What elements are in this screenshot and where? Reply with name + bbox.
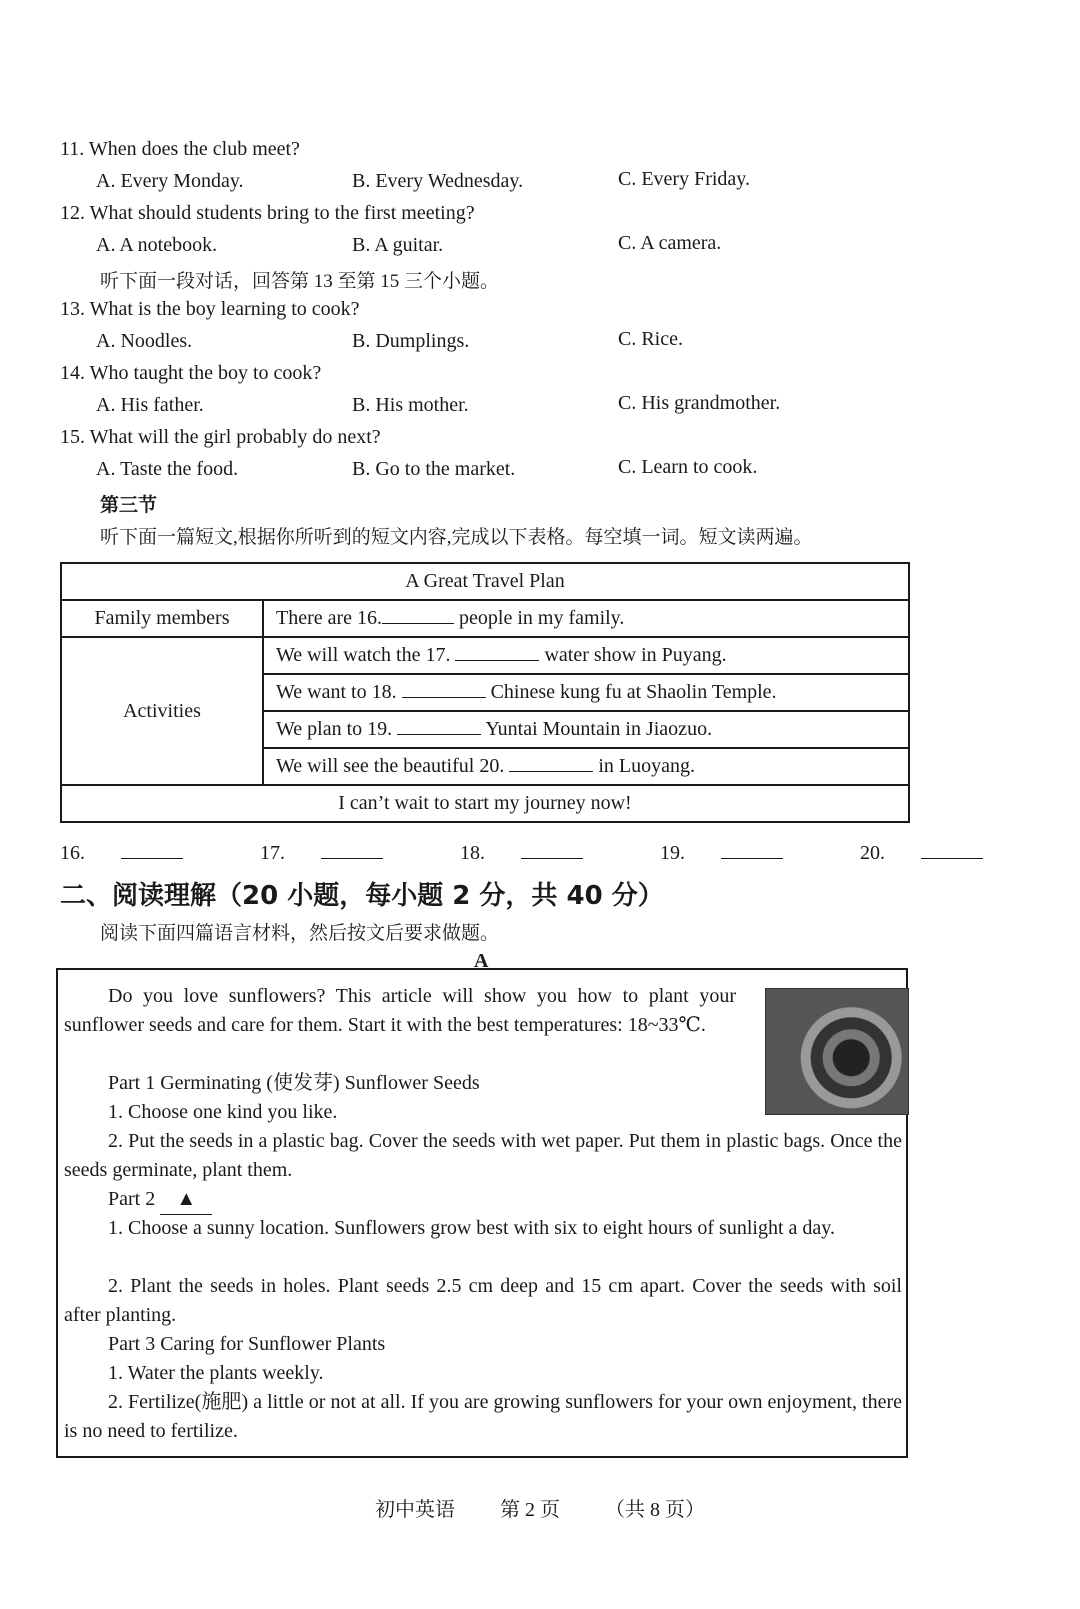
q13-option-c: C. Rice.: [618, 328, 683, 350]
q15-option-c: C. Learn to cook.: [618, 456, 758, 478]
q11-option-c: C. Every Friday.: [618, 168, 751, 190]
passage-letter: A: [474, 950, 489, 972]
part2-blank[interactable]: ▲: [160, 1185, 212, 1215]
answer-blanks: [60, 842, 1055, 865]
passage-intro: Do you love sunflowers? This article will show you how to plant your sunflower seeds and care for them. Start it with the best temperatures: 18~33℃.: [64, 985, 736, 1036]
blank-18[interactable]: [402, 697, 486, 698]
q12-option-a: A. A notebook.: [96, 234, 218, 256]
part3-step1: 1. Water the plants weekly.: [108, 1362, 324, 1384]
question-14: 14. Who taught the boy to cook?: [60, 362, 322, 384]
table-title: A Great Travel Plan: [61, 563, 909, 600]
part3-step2: 2. Fertilize(施肥) a little or not at all. If you are growing sunflowers for your own enjoyment, there is no need to fertilize.: [64, 1391, 902, 1442]
section3-title: 第三节: [100, 495, 158, 516]
q12-option-b: B. A guitar.: [352, 234, 444, 256]
q12-option-c: C. A camera.: [618, 232, 722, 254]
q14-option-b: B. His mother.: [352, 394, 469, 416]
question-15: 15. What will the girl probably do next?: [60, 426, 381, 448]
answer-blank[interactable]: 20.: [860, 842, 1019, 865]
q14-option-c: C. His grandmother.: [618, 392, 781, 414]
part1-step1: 1. Choose one kind you like.: [108, 1101, 338, 1123]
part2-title: Part 2 ▲: [108, 1185, 212, 1215]
footer-subject: 初中英语: [375, 1499, 455, 1521]
answer-blank[interactable]: 18.: [460, 842, 619, 865]
answer-blank[interactable]: 19.: [660, 842, 819, 865]
question-11: 11. When does the club meet?: [60, 138, 300, 160]
blank-17[interactable]: [455, 660, 539, 661]
activity-row: We will see the beautiful 20. in Luoyang.: [263, 748, 909, 785]
instruction-13-15: 听下面一段对话，回答第 13 至第 15 三个小题。: [100, 271, 500, 292]
q15-option-a: A. Taste the food.: [96, 458, 239, 480]
q13-option-b: B. Dumplings.: [352, 330, 470, 352]
part1-step2: 2. Put the seeds in a plastic bag. Cover the seeds with wet paper. Put them in plastic bags. Once the seeds germinate, plant them.: [64, 1130, 902, 1181]
part2-step1: 1. Choose a sunny location. Sunflowers grow best with six to eight hours of sunlight a day.: [108, 1217, 835, 1239]
part1-title: Part 1 Germinating (使发芽) Sunflower Seeds: [108, 1072, 480, 1094]
q11-option-a: A. Every Monday.: [96, 170, 244, 192]
question-12: 12. What should students bring to the first meeting?: [60, 202, 475, 224]
travel-plan-table: [60, 562, 910, 823]
reading-instruction: 阅读下面四篇语言材料，然后按文后要求做题。: [100, 923, 500, 944]
activity-row: We plan to 19. Yuntai Mountain in Jiaozuo.: [263, 711, 909, 748]
q13-option-a: A. Noodles.: [96, 330, 193, 352]
blank-20[interactable]: [509, 771, 593, 772]
q11-option-b: B. Every Wednesday.: [352, 170, 524, 192]
blank-19[interactable]: [397, 734, 481, 735]
q14-option-a: A. His father.: [96, 394, 204, 416]
question-13: 13. What is the boy learning to cook?: [60, 298, 360, 320]
answer-blank[interactable]: 17.: [260, 842, 419, 865]
reading-section-title: 二、阅读理解（20 小题，每小题 2 分，共 40 分）: [60, 881, 664, 911]
footer-page: 第 2 页: [500, 1499, 560, 1521]
sunflower-photo: [765, 988, 909, 1115]
part2-step2: 2. Plant the seeds in holes. Plant seeds 2.5 cm deep and 15 cm apart. Cover the seeds with soil after planting.: [64, 1275, 902, 1326]
page-footer: [0, 1493, 1080, 1522]
family-members-cell: There are 16. people in my family.: [263, 600, 909, 637]
family-members-label: Family members: [61, 600, 263, 637]
q15-option-b: B. Go to the market.: [352, 458, 516, 480]
activity-row: We will watch the 17. water show in Puyang.: [263, 637, 909, 674]
part3-title: Part 3 Caring for Sunflower Plants: [108, 1333, 386, 1355]
table-closing: I can’t wait to start my journey now!: [61, 785, 909, 822]
blank-16[interactable]: [382, 623, 454, 624]
activity-row: We want to 18. Chinese kung fu at Shaolin Temple.: [263, 674, 909, 711]
activities-label: Activities: [61, 637, 263, 785]
answer-blank[interactable]: 16.: [60, 842, 219, 865]
section3-instruction: 听下面一篇短文,根据你所听到的短文内容,完成以下表格。每空填一词。短文读两遍。: [100, 527, 813, 548]
footer-total: （共 8 页）: [605, 1499, 705, 1521]
